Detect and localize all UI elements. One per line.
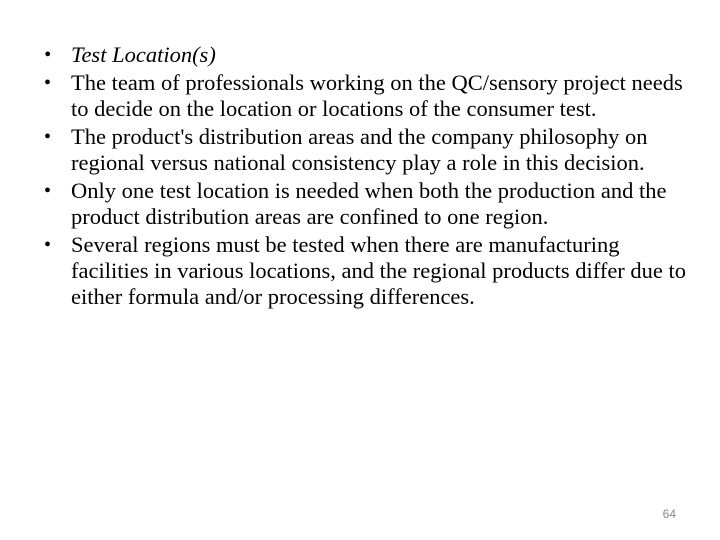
bullet-marker: • xyxy=(44,234,52,256)
bullet-marker: • xyxy=(44,180,52,202)
bullet-item xyxy=(44,124,694,176)
bullet-text: Only one test location is needed when both the production and the product distribution areas are confined to one region. xyxy=(71,178,667,229)
bullet-heading-text: Test Location(s) xyxy=(71,42,216,67)
bullet-marker: • xyxy=(44,44,52,66)
page-number: 64 xyxy=(662,507,676,521)
bullet-item xyxy=(44,178,694,230)
bullet-item xyxy=(44,70,694,122)
bullet-list xyxy=(44,42,694,312)
bullet-text: Several regions must be tested when there are manufacturing facilities in various locations, and the regional products differ due to either formula and/or processing differences. xyxy=(71,232,687,309)
bullet-item-heading xyxy=(44,42,694,68)
bullet-text: The product's distribution areas and the company philosophy on regional versus national consistency play a role in this decision. xyxy=(71,124,648,175)
bullet-text: The team of professionals working on the QC/sensory project needs to decide on the location or locations of the consumer test. xyxy=(71,70,683,121)
bullet-marker: • xyxy=(44,72,52,94)
bullet-item xyxy=(44,232,694,310)
bullet-marker: • xyxy=(44,126,52,148)
